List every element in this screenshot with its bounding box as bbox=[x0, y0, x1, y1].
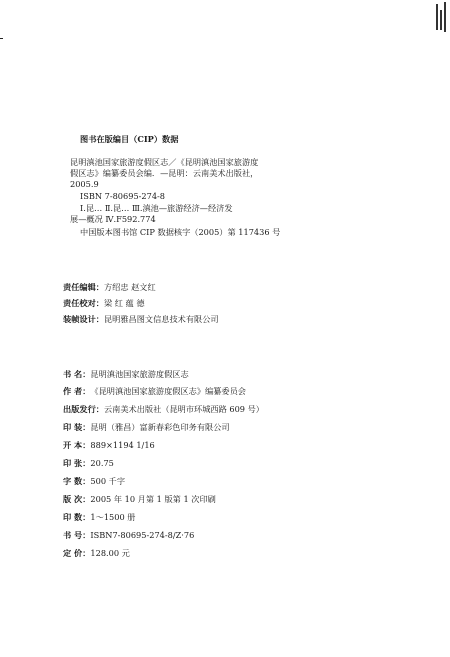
colophon-label: 印 张： bbox=[63, 458, 91, 468]
colophon-label: 印 装： bbox=[63, 422, 91, 432]
colophon-row bbox=[63, 404, 264, 414]
colophon-label: 开 本： bbox=[63, 440, 91, 450]
colophon-row bbox=[63, 440, 155, 450]
colophon-row bbox=[63, 512, 135, 522]
colophon-row bbox=[63, 476, 125, 486]
proofreader-label: 责任校对： bbox=[63, 298, 104, 308]
responsible-editor-label: 责任编辑： bbox=[63, 282, 104, 292]
cip-line: Ⅰ.昆… Ⅱ.昆… Ⅲ.滇池—旅游经济—经济发 bbox=[80, 203, 233, 213]
cip-line: 2005.9 bbox=[70, 179, 99, 189]
scan-spine-marks bbox=[436, 0, 448, 60]
designer-label: 装帧设计： bbox=[63, 314, 104, 324]
colophon-row bbox=[63, 386, 246, 396]
colophon-value: ISBN7-80695-274-8/Z·76 bbox=[90, 530, 195, 540]
colophon-label: 书 名： bbox=[63, 369, 91, 379]
scan-edge-mark bbox=[0, 38, 3, 39]
cip-heading: 图书在版编目（CIP）数据 bbox=[80, 134, 179, 144]
colophon-label: 定 价： bbox=[63, 548, 91, 558]
colophon-row bbox=[63, 530, 194, 540]
cip-line: 假区志》编纂委员会编．—昆明：云南美术出版社， bbox=[70, 168, 259, 178]
colophon-value: 500 千字 bbox=[90, 476, 126, 486]
colophon-row bbox=[63, 422, 230, 432]
designer-row bbox=[63, 314, 219, 324]
colophon-value: 128.00 元 bbox=[90, 548, 130, 558]
colophon-label: 出版发行： bbox=[63, 404, 104, 414]
colophon-value: 昆明滇池国家旅游度假区志 bbox=[90, 369, 189, 379]
colophon-value: 1～1500 册 bbox=[90, 512, 136, 522]
cip-line: 昆明滇池国家旅游度假区志／《昆明滇池国家旅游度 bbox=[70, 157, 259, 167]
colophon-label: 版 次： bbox=[63, 494, 91, 504]
colophon-row bbox=[63, 494, 216, 504]
colophon-row bbox=[63, 369, 189, 379]
colophon-value: 2005 年 10 月第 1 版第 1 次印刷 bbox=[90, 494, 216, 504]
colophon-value: 昆明（雅昌）富新春彩色印务有限公司 bbox=[90, 422, 230, 432]
colophon-value: 云南美术出版社（昆明市环城西路 609 号） bbox=[103, 404, 264, 414]
designer-value: 昆明雅昌图文信息技术有限公司 bbox=[103, 314, 219, 324]
cip-line: ISBN 7-80695-274-8 bbox=[80, 191, 166, 201]
proofreader-value: 梁 红 蕴 德 bbox=[103, 298, 145, 308]
proofreader-row bbox=[63, 298, 145, 308]
colophon-row bbox=[63, 458, 114, 468]
colophon-label: 书 号： bbox=[63, 530, 91, 540]
colophon-value: 20.75 bbox=[90, 458, 114, 468]
cip-line: 展—概况 Ⅳ.F592.774 bbox=[70, 214, 156, 224]
colophon-row bbox=[63, 548, 130, 558]
colophon-label: 作 者： bbox=[63, 386, 91, 396]
colophon-label: 字 数： bbox=[63, 476, 91, 486]
responsible-editor-value: 方绍忠 赵文红 bbox=[103, 282, 156, 292]
colophon-value: 889×1194 1/16 bbox=[90, 440, 155, 450]
colophon-label: 印 数： bbox=[63, 512, 91, 522]
responsible-editor-row bbox=[63, 282, 156, 292]
colophon-value: 《昆明滇池国家旅游度假区志》编纂委员会 bbox=[90, 386, 246, 396]
cip-library-note: 中国版本图书馆 CIP 数据核字（2005）第 117436 号 bbox=[80, 227, 281, 237]
